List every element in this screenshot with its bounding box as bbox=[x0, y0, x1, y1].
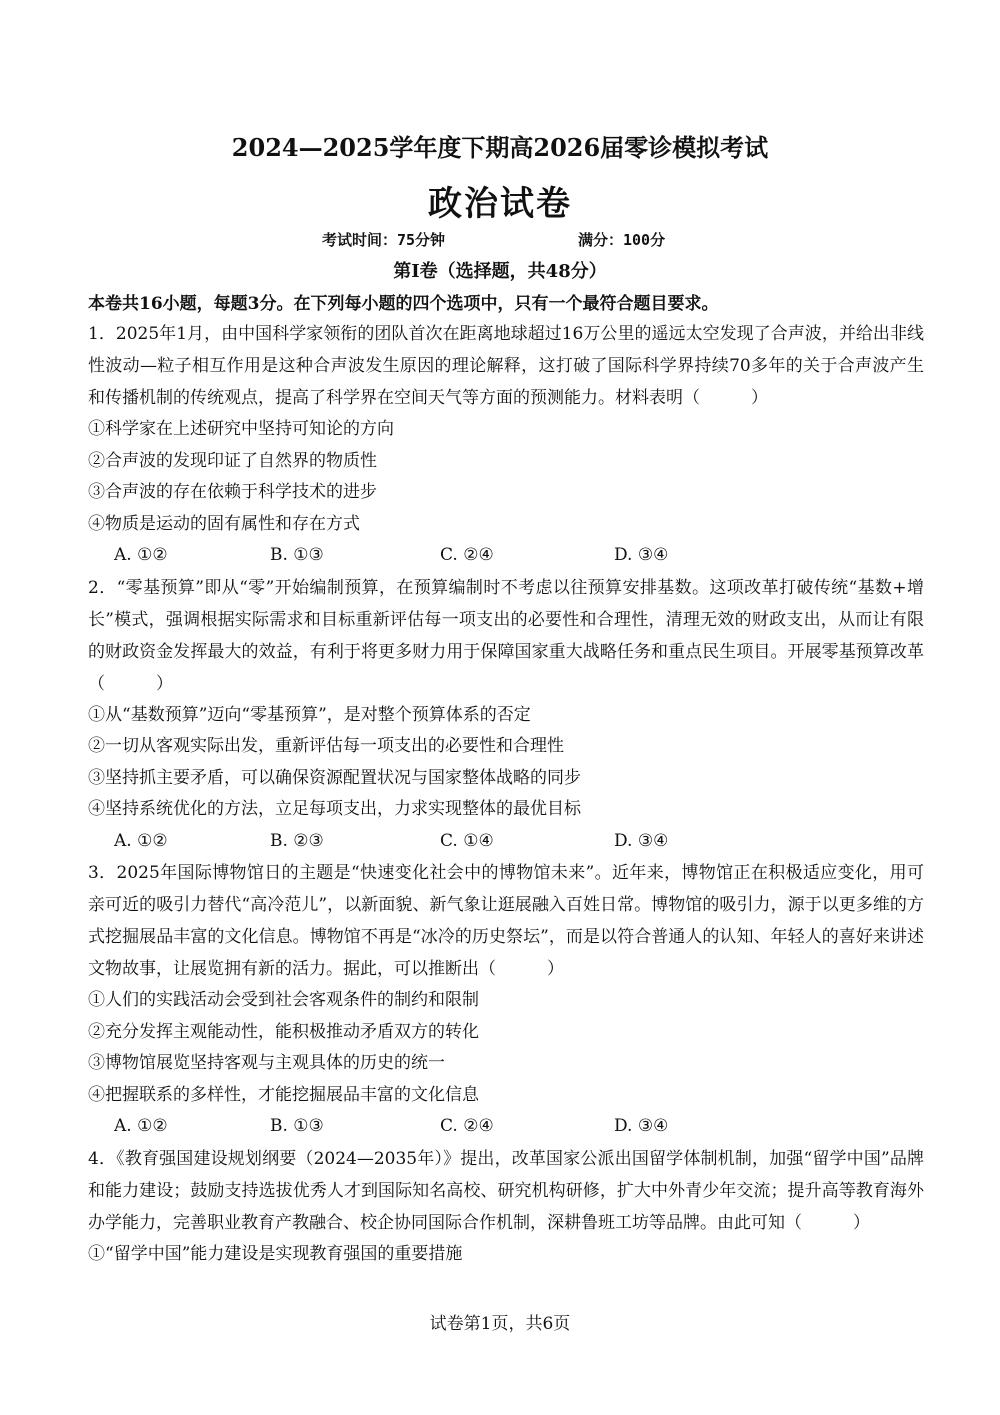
full-score: 满分：100分 bbox=[578, 231, 666, 249]
statement-option: ④坚持系统优化的方法，立足每项支出，力求实现整体的最优目标 bbox=[88, 799, 581, 819]
statement-option: ④把握联系的多样性，才能挖掘展品丰富的文化信息 bbox=[88, 1084, 479, 1105]
statement-option: ③博物馆展览坚持客观与主观具体的历史的统一 bbox=[88, 1053, 445, 1073]
question-1 bbox=[88, 318, 924, 572]
choice-a: A. ①② bbox=[114, 1116, 168, 1136]
answer-choices bbox=[88, 826, 924, 858]
choice-c: C. ②④ bbox=[440, 1116, 494, 1136]
choice-b: B. ②③ bbox=[270, 830, 324, 851]
subject-title: 政治试卷 bbox=[428, 184, 572, 224]
statement-option: ①人们的实践活动会受到社会客观条件的制约和限制 bbox=[88, 990, 479, 1010]
choice-a: A. ①② bbox=[114, 830, 168, 851]
choice-d: D. ③④ bbox=[614, 545, 669, 565]
statement-option: ①科学家在上述研究中坚持可知论的方向 bbox=[88, 419, 394, 439]
questions-area bbox=[88, 290, 924, 1270]
statement-option: ④物质是运动的固有属性和存在方式 bbox=[88, 513, 360, 534]
question-2 bbox=[88, 572, 924, 858]
answer-choices bbox=[88, 540, 924, 572]
exam-time: 考试时间：75分钟 bbox=[322, 231, 446, 249]
question-stem: 2．“零基预算”即从“零”开始编制预算，在预算编制时不考虑以往预算安排基数。这项改革打破传统“基数+增长”模式，强调根据实际需求和目标重新评估每一项支出的必要性和合理性，清理无效的财政支出，从而让有限的财政资金发挥最大的效益，有利于将更多财力用于保障国家重大战略任务和重点民生项目。开展零基预算改革（ ） bbox=[88, 577, 924, 694]
question-stem: 1．2025年1月，由中国科学家领衔的团队首次在距离地球超过16万公里的遥远太空发现了合声波，并给出非线性波动—粒子相互作用是这种合声波发生原因的理论解释，这打破了国际科学界持续70多年的关于合声波产生和传播机制的传统观点，提高了科学界在空间天气等方面的预测能力。材料表明（ ） bbox=[88, 324, 924, 408]
choice-b: B. ①③ bbox=[270, 1116, 324, 1136]
question-stem: 4．《教育强国建设规划纲要（2024—2035年）》提出，改革国家公派出国留学体制机制，加强“留学中国”品牌和能力建设；鼓励支持选拔优秀人才到国际知名高校、研究机构研修，扩大中外青少年交流；提升高等教育海外办学能力，完善职业教育产教融合、校企协同国际合作机制，深耕鲁班工坊等品牌。由此可知（ ） bbox=[88, 1148, 924, 1233]
statement-option: ①“留学中国”能力建设是实现教育强国的重要措施 bbox=[88, 1243, 463, 1264]
statement-option: ②合声波的发现印证了自然界的物质性 bbox=[88, 450, 377, 471]
section-heading: 第Ⅰ卷（选择题，共48分） bbox=[393, 261, 607, 282]
answer-choices bbox=[88, 1111, 924, 1143]
choice-b: B. ①③ bbox=[270, 545, 324, 565]
instructions: 本卷共16小题，每题3分。在下列每小题的四个选项中，只有一个最符合题目要求。 bbox=[88, 294, 719, 314]
question-4 bbox=[88, 1143, 924, 1271]
statement-option: ②充分发挥主观能动性，能积极推动矛盾双方的转化 bbox=[88, 1021, 479, 1042]
exam-title: 2024—2025学年度下期高2026届零诊模拟考试 bbox=[231, 133, 769, 162]
choice-a: A. ①② bbox=[114, 545, 168, 565]
question-3 bbox=[88, 857, 924, 1143]
statement-option: ③合声波的存在依赖于科学技术的进步 bbox=[88, 482, 377, 502]
choice-d: D. ③④ bbox=[614, 1116, 669, 1136]
page-footer: 试卷第1页，共6页 bbox=[429, 1314, 571, 1334]
statement-option: ③坚持抓主要矛盾，可以确保资源配置状况与国家整体战略的同步 bbox=[88, 767, 581, 788]
choice-c: C. ①④ bbox=[440, 830, 494, 851]
question-stem: 3．2025年国际博物馆日的主题是“快速变化社会中的博物馆未来”。近年来，博物馆正在积极适应变化，用可亲可近的吸引力替代“高冷范儿”，以新面貌、新气象让逛展融入百姓日常。博物馆的吸引力，源于以更多维的方式挖掘展品丰富的文化信息。博物馆不再是“冰冷的历史祭坛”，而是以符合普通人的认知、年轻人的喜好来讲述文物故事，让展览拥有新的活力。据此，可以推断出（ ） bbox=[88, 863, 924, 979]
choice-c: C. ②④ bbox=[440, 545, 494, 565]
statement-option: ②一切从客观实际出发，重新评估每一项支出的必要性和合理性 bbox=[88, 736, 564, 756]
choice-d: D. ③④ bbox=[614, 830, 669, 851]
statement-option: ①从“基数预算”迈向“零基预算”，是对整个预算体系的否定 bbox=[88, 704, 531, 725]
